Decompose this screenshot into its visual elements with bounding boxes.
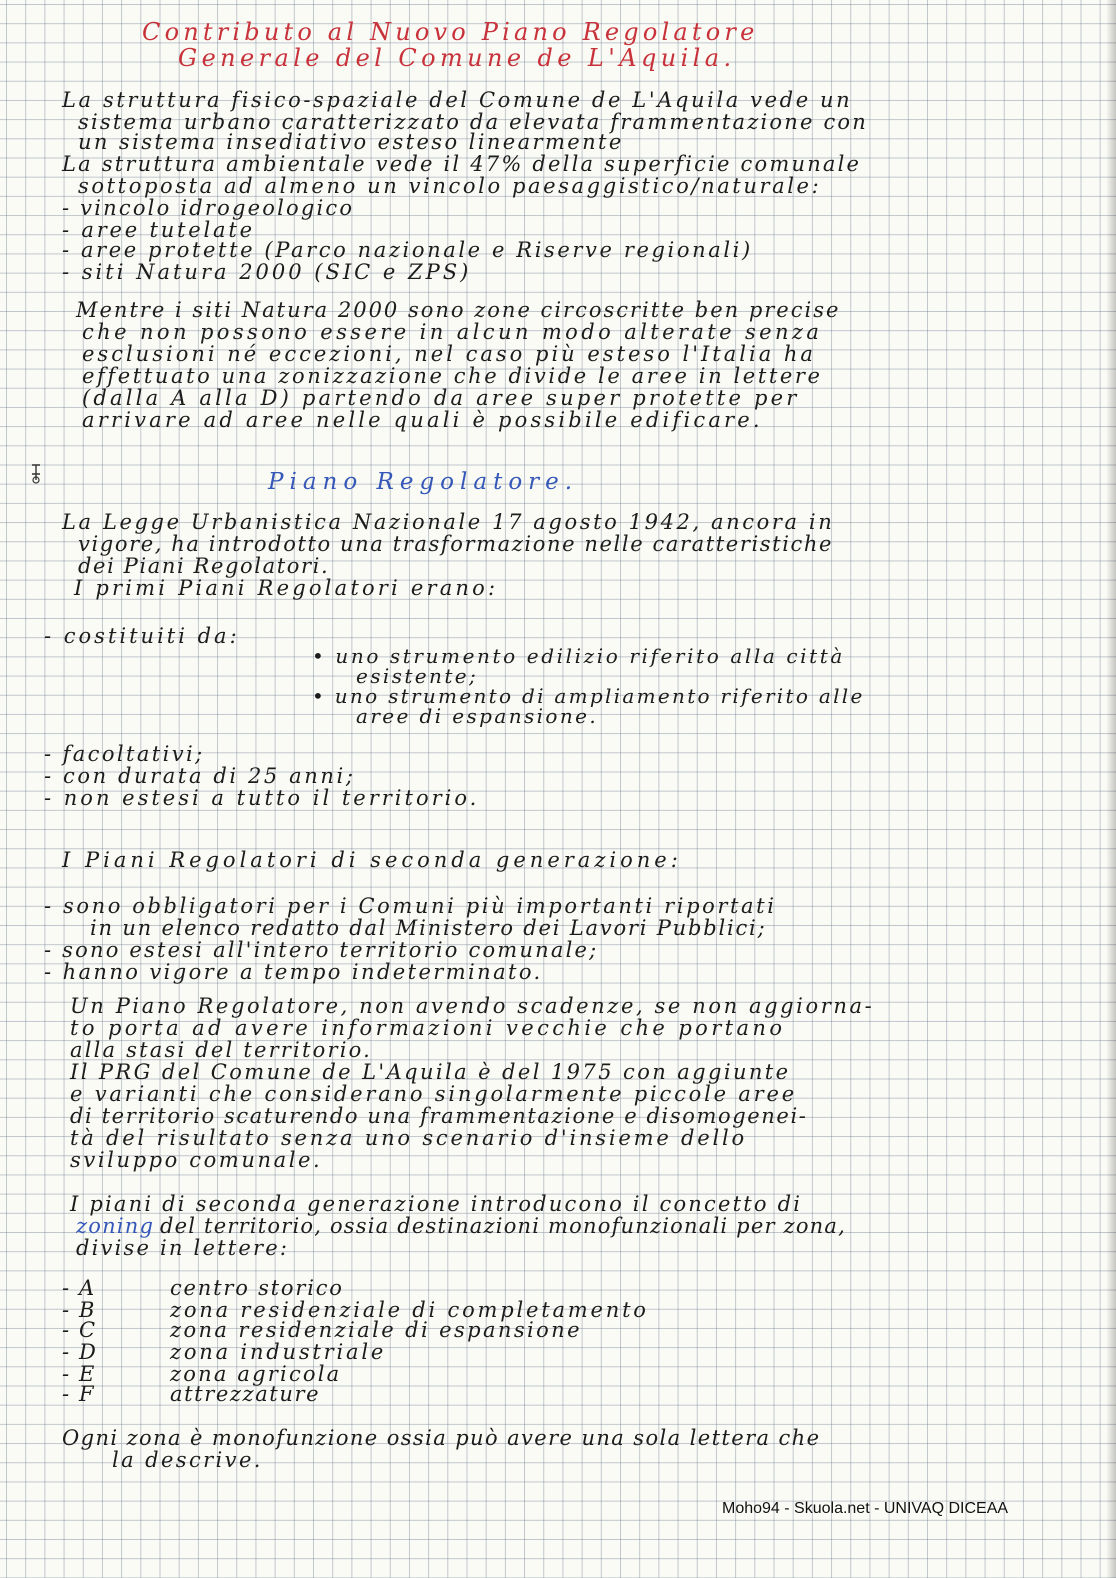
prg-line-7: tà del risultato senza uno scenario d'insieme dello (70, 1126, 747, 1150)
costituiti-item-2-cont: aree di espansione. (356, 704, 599, 728)
natura-line-1: Mentre i siti Natura 2000 sono zone circoscritte ben precise (76, 298, 841, 322)
section-heading-piano-regolatore: Piano Regolatore. (268, 469, 579, 495)
primi-item-non-estesi: - non estesi a tutto il territorio. (44, 786, 480, 810)
closing-line-1: Ogni zona è monofunzione ossia può avere una sola lettera che (62, 1426, 821, 1450)
zone-desc-a: centro storico (170, 1276, 344, 1300)
natura-line-6: arrivare ad aree nelle quali è possibile edificare. (82, 408, 763, 432)
natura-line-2: che non possono essere in alcun modo alterate senza (82, 320, 823, 344)
intro-line-1: La struttura fisico-spaziale del Comune de L'Aquila vede un (62, 88, 853, 112)
intro-line-5: sottoposta ad almeno un vincolo paesaggistico/naturale: (78, 174, 822, 198)
zone-letter-b: - B (62, 1298, 97, 1322)
prg-line-1: Un Piano Regolatore, non avendo scadenze, se non aggiorna- (70, 994, 875, 1018)
seconda-heading: I Piani Regolatori di seconda generazione: (62, 848, 682, 872)
prg-line-4: Il PRG del Comune de L'Aquila è del 1975 con aggiunte (70, 1060, 791, 1084)
vincolo-item-3: - aree protette (Parco nazionale e Riserve regionali) (62, 238, 753, 262)
seconda-item-3: - hanno vigore a tempo indeterminato. (44, 960, 543, 984)
legge-line-2: vigore, ha introdotto una trasformazione nelle caratteristiche (78, 532, 834, 556)
zone-letter-a: - A (62, 1276, 96, 1300)
page-title-line-2: Generale del Comune de L'Aquila. (178, 44, 736, 72)
natura-line-5: (dalla A alla D) partendo da aree super protette per (82, 386, 800, 410)
zone-desc-b: zona residenziale di completamento (170, 1298, 649, 1322)
prg-line-6: di territorio scaturendo una frammentazione e disomogenei- (70, 1104, 808, 1128)
zone-desc-e: zona agricola (170, 1362, 342, 1386)
costituiti-label: - costituiti da: (44, 624, 240, 648)
seconda-item-1: - sono obbligatori per i Comuni più importanti riportati (44, 894, 777, 918)
page-title-line-1: Contributo al Nuovo Piano Regolatore (142, 18, 759, 46)
primi-item-facoltativi: - facoltativi; (44, 742, 205, 766)
intro-line-2: sistema urbano caratterizzato da elevata frammentazione con (78, 110, 868, 134)
intro-line-4: La struttura ambientale vede il 47% della superficie comunale (62, 152, 862, 176)
zoning-line-3: divise in lettere: (76, 1236, 290, 1260)
natura-line-4: effettuato una zonizzazione che divide le aree in lettere (82, 364, 823, 388)
legge-line-3: dei Piani Regolatori. (78, 554, 330, 578)
margin-mark-icon (28, 462, 44, 484)
seconda-item-2: - sono estesi all'intero territorio comunale; (44, 938, 599, 962)
seconda-item-1-cont: in un elenco redatto dal Ministero dei Lavori Pubblici; (90, 916, 767, 940)
prg-line-5: e varianti che considerano singolarmente piccole aree (70, 1082, 797, 1106)
zone-letter-c: - C (62, 1318, 97, 1342)
footer-credit: Moho94 - Skuola.net - UNIVAQ DICEAA (722, 1500, 1009, 1517)
vincolo-item-1: - vincolo idrogeologico (62, 196, 355, 220)
closing-line-2: la descrive. (112, 1448, 263, 1472)
legge-line-1: La Legge Urbanistica Nazionale 17 agosto 1942, ancora in (62, 510, 835, 534)
prg-line-2: to porta ad avere informazioni vecchie che portano (70, 1016, 786, 1040)
zoning-line-2: del territorio, ossia destinazioni monofunzionali per zona, (160, 1214, 846, 1238)
zone-desc-c: zona residenziale di espansione (170, 1318, 582, 1342)
primi-item-durata: - con durata di 25 anni; (44, 764, 356, 788)
prg-line-8: sviluppo comunale. (70, 1148, 323, 1172)
costituiti-item-1: • uno strumento edilizio riferito alla città (312, 644, 845, 668)
costituiti-item-2: • uno strumento di ampliamento riferito alle (312, 684, 865, 708)
vincolo-item-4: - siti Natura 2000 (SIC e ZPS) (62, 260, 472, 284)
zone-desc-d: zona industriale (170, 1340, 387, 1364)
costituiti-item-1-cont: esistente; (356, 664, 479, 688)
legge-line-4: I primi Piani Regolatori erano: (74, 576, 499, 600)
zoning-line-1: I piani di seconda generazione introducono il concetto di (70, 1192, 803, 1216)
zone-letter-e: - E (62, 1362, 96, 1386)
zoning-word: zoning (76, 1214, 155, 1238)
zone-letter-f: - F (62, 1382, 96, 1406)
zone-desc-f: attrezzature (170, 1382, 321, 1406)
prg-line-3: alla stasi del territorio. (70, 1038, 372, 1062)
intro-line-3: un sistema insediativo esteso linearmente (78, 130, 624, 154)
vincolo-item-2: - aree tutelate (62, 218, 255, 242)
zone-letter-d: - D (62, 1340, 98, 1364)
natura-line-3: esclusioni né eccezioni, nel caso più esteso l'Italia ha (82, 342, 816, 366)
